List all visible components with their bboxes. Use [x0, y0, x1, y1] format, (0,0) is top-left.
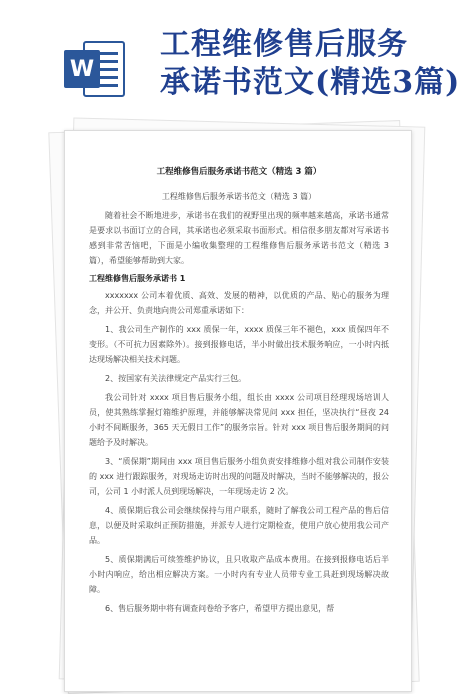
section-heading: 工程维修售后服务承诺书 1: [89, 274, 186, 283]
paragraph: 4、质保期后我公司会继续保持与用户联系，随时了解我公司工程产品的售后信息，以便及时采取纠正预防措施，并派专人进行定期检查，使用户放心使用我公司产品。: [89, 506, 389, 545]
title-line-2: 承诺书范文(精选3篇): [160, 65, 461, 100]
page-title: [160, 26, 470, 102]
document-title: 工程维修售后服务承诺书范文（精选 3 篇）: [156, 167, 322, 177]
paragraph: 6、售后服务期中将有调查问卷给予客户，希望甲方提出意见，帮: [105, 604, 335, 613]
paragraph: 3、“质保期”期间由 xxx 项目售后服务小组负责安排维修小组对我公司制作安装的 xxx 进行跟踪服务，对现场走访时出现的问题及时解决，当时不能够解决的，报公司，公司 1 小时派人员到现场解决，一年现场走访 2 次。: [89, 457, 389, 496]
paragraph: 1、我公司生产制作的 xxx 质保一年，xxxx 质保三年不褪色，xxx 质保四年不变形。（不可抗力因素除外）。接到报修电话，半小时做出技术服务响应，一小时内抵达现场解决相关技术问题。: [89, 325, 389, 364]
header-banner: [0, 0, 474, 118]
intro-paragraph: 随着社会不断地进步，承诺书在我们的视野里出现的频率越来越高，承诺书通常是要求以书面订立的合同，其承诺也必须采取书面形式。相信很多朋友都对写承诺书感到非常苦恼吧，下面是小编收集整理的工程维修售后服务承诺书范文（精选 3 篇），希望能够帮助到大家。: [89, 211, 389, 265]
document-page: [64, 130, 412, 692]
paragraph: 我公司针对 xxxx 项目售后服务小组，组长由 xxxx 公司项目经理现场培训人员，使其熟练掌握灯箱维护原理，并能够解决常见问 xxx 担任，坚决执行“昼夜 24 小时不间断服务，365 天无假日工作”的服务宗旨。针对 xxx 项目售后服务期间的问题给予及时解决。: [89, 393, 389, 447]
document-subtitle: 工程维修售后服务承诺书范文（精选 3 篇）: [161, 192, 317, 201]
paragraph: xxxxxxx 公司本着优质、高效、发展的精神，以优质的产品、贴心的服务为理念，并公开、负责地向贵公司郑重承诺如下：: [89, 291, 389, 315]
paragraph: 5、质保期满后可续签维护协议，且只收取产品成本费用。在接到报修电话后半小时内响应，给出相应解决方案。一小时内有专业人员带专业工具赶到现场解决故障。: [89, 555, 389, 594]
word-document-icon: [62, 38, 126, 100]
document-content: [89, 165, 389, 620]
title-line-1: 工程维修售后服务: [160, 27, 408, 62]
paragraph: 2、按国家有关法律规定产品实行三包。: [105, 374, 247, 383]
svg-text:W: W: [69, 57, 95, 82]
